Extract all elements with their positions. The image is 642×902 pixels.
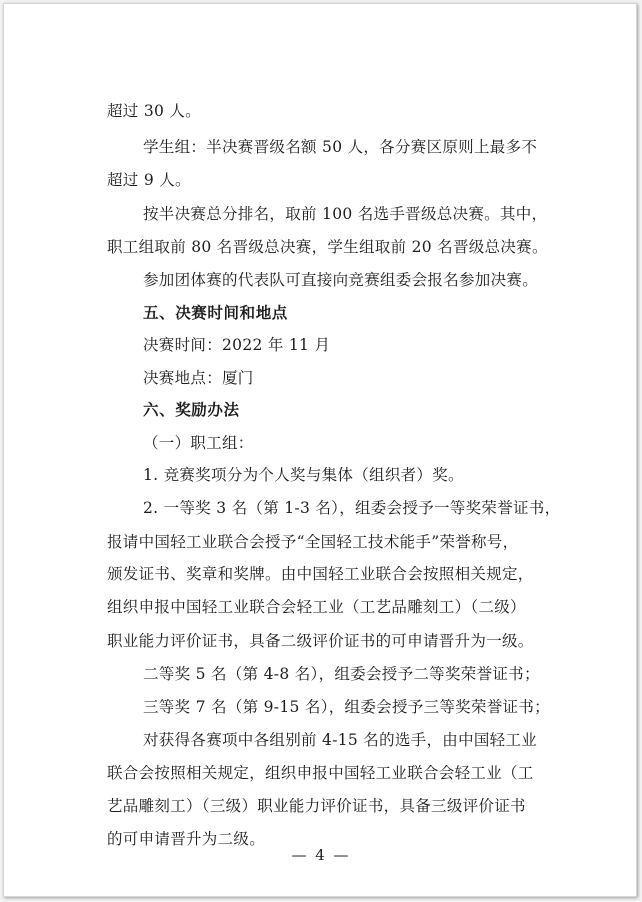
body-line: 对获得各赛项中各组别前 4-15 名的选手，由中国轻工业 (143, 731, 538, 749)
body-line: 超过 9 人。 (107, 171, 191, 189)
body-line: 2. 一等奖 3 名（第 1-3 名），组委会授予一等奖荣誉证书， (143, 499, 561, 517)
body-line: 超过 30 人。 (107, 102, 201, 120)
body-line: 学生组：半决赛晋级名额 50 人，各分赛区原则上最多不 (143, 138, 538, 156)
body-line: 决赛时间：2022 年 11 月 (143, 336, 331, 354)
body-line: 艺品雕刻工）（三级）职业能力评价证书，具备三级评价证书 (107, 797, 526, 815)
body-line: 决赛地点：厦门 (143, 369, 254, 387)
section-heading: 六、奖励办法 (143, 400, 240, 419)
body-line: 三等奖 7 名（第 9-15 名），组委会授予三等奖荣誉证书； (143, 698, 550, 716)
body-line: 颁发证书、奖章和奖牌。由中国轻工业联合会按照相关规定， (107, 565, 534, 583)
body-line: 二等奖 5 名（第 4-8 名），组委会授予二等奖荣誉证书； (143, 665, 540, 683)
body-line: 的可申请晋升为二级。 (107, 830, 266, 848)
body-line: 组织申报中国轻工业联合会轻工业（工艺品雕刻工）（二级） (107, 598, 526, 616)
body-line: 按半决赛总分排名，取前 100 名选手晋级总决赛。其中， (143, 205, 548, 223)
body-line: 1. 竞赛奖项分为个人奖与集体（组织者）奖。 (143, 466, 464, 484)
body-line: 职业能力评价证书，具备二级评价证书的可申请晋升为一级。 (107, 632, 534, 650)
body-line: 参加团体赛的代表队可直接向竞赛组委会报名参加决赛。 (143, 271, 539, 289)
section-heading: 五、决赛时间和地点 (143, 303, 288, 322)
body-line: 联合会按照相关规定，组织申报中国轻工业联合会轻工业（工 (107, 764, 534, 782)
subsection-heading: （一）职工组： (143, 434, 254, 452)
body-line: 报请中国轻工业联合会授予“全国轻工技术能手”荣誉称号， (107, 533, 519, 551)
document-page (3, 3, 637, 897)
page-number: — 4 — (291, 846, 351, 864)
body-line: 职工组取前 80 名晋级总决赛，学生组取前 20 名晋级总决赛。 (107, 238, 548, 256)
